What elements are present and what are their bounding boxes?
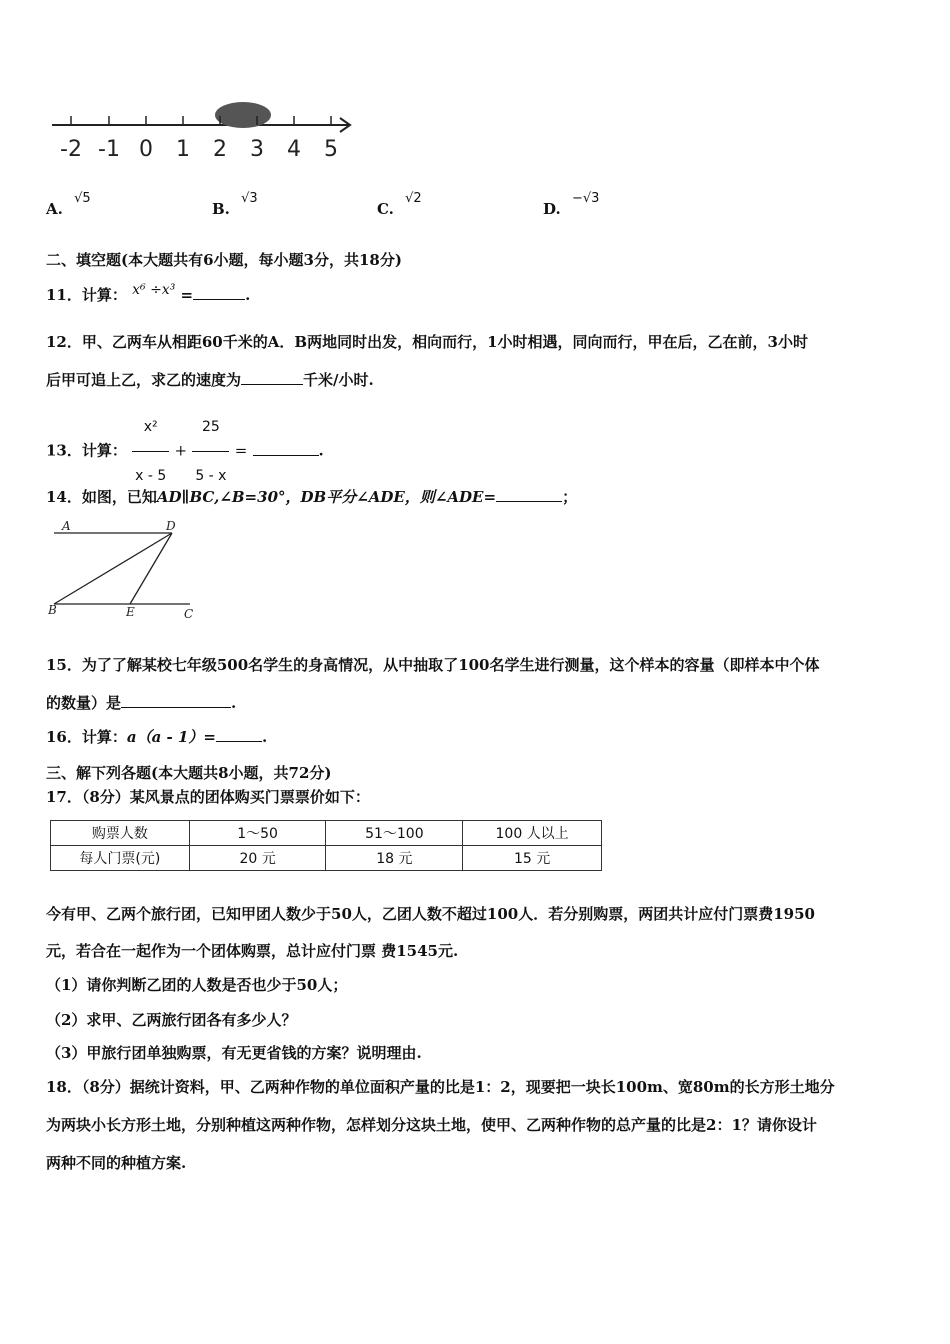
question-prefix: 13．计算： — [46, 441, 127, 460]
option-label: C. — [377, 200, 394, 218]
tick-label: 2 — [213, 137, 227, 162]
question-15-line-1: 15．为了了解某校七年级500名学生的身高情况，从中抽取了100名学生进行测量，这个样本的容量（即样本中个体 — [46, 656, 820, 674]
ticket-price-table — [50, 820, 602, 871]
table-row — [51, 846, 602, 871]
question-text: 千米/小时. — [303, 371, 374, 389]
table-cell: 购票人数 — [51, 821, 190, 846]
section-title-solve: 三、解下列各题(本大题共8小题，共72分) — [46, 764, 332, 782]
tick-label: 4 — [287, 137, 301, 162]
equals-sign: = — [234, 441, 248, 460]
tick-label: -2 — [60, 137, 82, 162]
question-12-line-1: 12．甲、乙两车从相距60千米的A．B两地同时出发，相向而行，1小时相遇，同向而行，甲在后，乙在前，3小时 — [46, 333, 808, 351]
option-d — [543, 191, 600, 218]
line-de — [130, 533, 172, 604]
number-line-figure — [48, 98, 360, 162]
question-12-line-2 — [46, 370, 374, 390]
option-c — [377, 191, 422, 218]
fraction-numerator: 25 — [192, 405, 229, 452]
option-value: √5 — [74, 191, 91, 206]
point-label-c: C — [184, 607, 194, 621]
question-prefix: 14．如图，已知 — [46, 488, 157, 506]
question-17-text-line-2: 元，若合在一起作为一个团体购票，总计应付门票 费1545元. — [46, 942, 459, 960]
tick-label: 3 — [250, 137, 264, 162]
ink-blot-shape — [215, 102, 271, 128]
question-14 — [46, 487, 577, 507]
option-value: √3 — [241, 191, 258, 206]
line-bd — [54, 533, 172, 604]
question-suffix: . — [262, 728, 268, 746]
fraction-denominator: 5 - x — [195, 468, 227, 484]
option-a — [46, 191, 91, 218]
question-condition: AD∥BC,∠B=30°，DB平分∠ADE，则∠ADE= — [156, 488, 497, 506]
answer-blank — [241, 370, 303, 385]
question-17-sub-1: （1）请你判断乙团的人数是否也少于50人； — [46, 976, 348, 994]
option-label: B. — [212, 200, 230, 218]
point-label-d: D — [166, 519, 176, 533]
question-expression: a（a - 1）= — [126, 728, 216, 746]
fraction-2 — [192, 405, 229, 498]
table-cell: 51～100 — [326, 821, 463, 846]
table-cell: 1～50 — [189, 821, 326, 846]
point-label-a: A — [62, 519, 71, 533]
point-label-b: B — [48, 603, 57, 617]
table-header-row — [51, 821, 602, 846]
table-cell: 100 人以上 — [463, 821, 602, 846]
question-15-line-2 — [46, 693, 236, 713]
answer-blank — [496, 487, 562, 502]
question-prefix: 11．计算： — [46, 286, 127, 304]
question-prefix: 16．计算： — [46, 728, 127, 746]
tick-label: 0 — [139, 137, 153, 162]
question-equals: = — [180, 286, 194, 304]
question-17-sub-2: （2）求甲、乙两旅行团各有多少人？ — [46, 1011, 297, 1029]
question-expression: x⁶ ÷x³ — [132, 282, 176, 298]
table-cell: 20 元 — [189, 846, 326, 871]
question-18-line-2: 为两块小长方形土地，分别种植这两种作物，怎样划分这块土地，使甲、乙两种作物的总产量的比是2：1？请你设计 — [46, 1116, 817, 1134]
question-17-text-line-1: 今有甲、乙两个旅行团，已知甲团人数少于50人，乙团人数不超过100人．若分别购票，两团共计应付门票费1950 — [46, 905, 815, 923]
question-17-sub-3: （3）甲旅行团单独购票，有无更省钱的方案？说明理由. — [46, 1044, 422, 1062]
question-18-line-1: 18．（8分）据统计资料，甲、乙两种作物的单位面积产量的比是1：2，现要把一块长100m、宽80m的长方形土地分 — [46, 1078, 835, 1096]
plus-sign: + — [174, 441, 188, 460]
section-title-fill-blank: 二、填空题(本大题共有6小题，每小题3分，共18分) — [46, 251, 402, 269]
point-label-e: E — [126, 605, 135, 619]
table-cell: 15 元 — [463, 846, 602, 871]
question-text: 后甲可追上乙，求乙的速度为 — [46, 371, 242, 389]
answer-blank — [121, 693, 231, 708]
answer-blank — [193, 285, 245, 300]
question-16 — [46, 727, 267, 747]
question-text: 的数量）是 — [46, 694, 122, 712]
question-18-line-3: 两种不同的种植方案. — [46, 1154, 187, 1172]
table-cell: 18 元 — [326, 846, 463, 871]
option-value: √2 — [405, 191, 422, 206]
table-cell: 每人门票(元) — [51, 846, 190, 871]
answer-blank — [216, 727, 262, 742]
question-13: 13．计算： $\frac{\text{x²}}{x - 5}$ + $\frac{25}{5 - x}$ = . — [46, 405, 324, 451]
tick-label: -1 — [98, 137, 120, 162]
question-text: . — [231, 694, 237, 712]
tick-label: 1 — [176, 137, 190, 162]
option-label: A. — [46, 200, 63, 218]
option-label: D. — [543, 200, 561, 218]
fraction-1 — [132, 405, 169, 498]
question-11: 11．计算： x⁶ ÷x³ = . — [46, 282, 251, 304]
option-value: −√3 — [571, 191, 600, 206]
option-b — [212, 191, 258, 218]
fraction-denominator: x - 5 — [135, 468, 167, 484]
tick-label: 5 — [324, 137, 338, 162]
question-suffix: ； — [562, 488, 578, 506]
question-17-intro: 17．（8分）某风景点的团体购买门票票价如下： — [46, 788, 370, 806]
fraction-numerator: x² — [132, 405, 169, 452]
geometry-figure — [42, 518, 202, 624]
answer-blank — [253, 441, 319, 456]
